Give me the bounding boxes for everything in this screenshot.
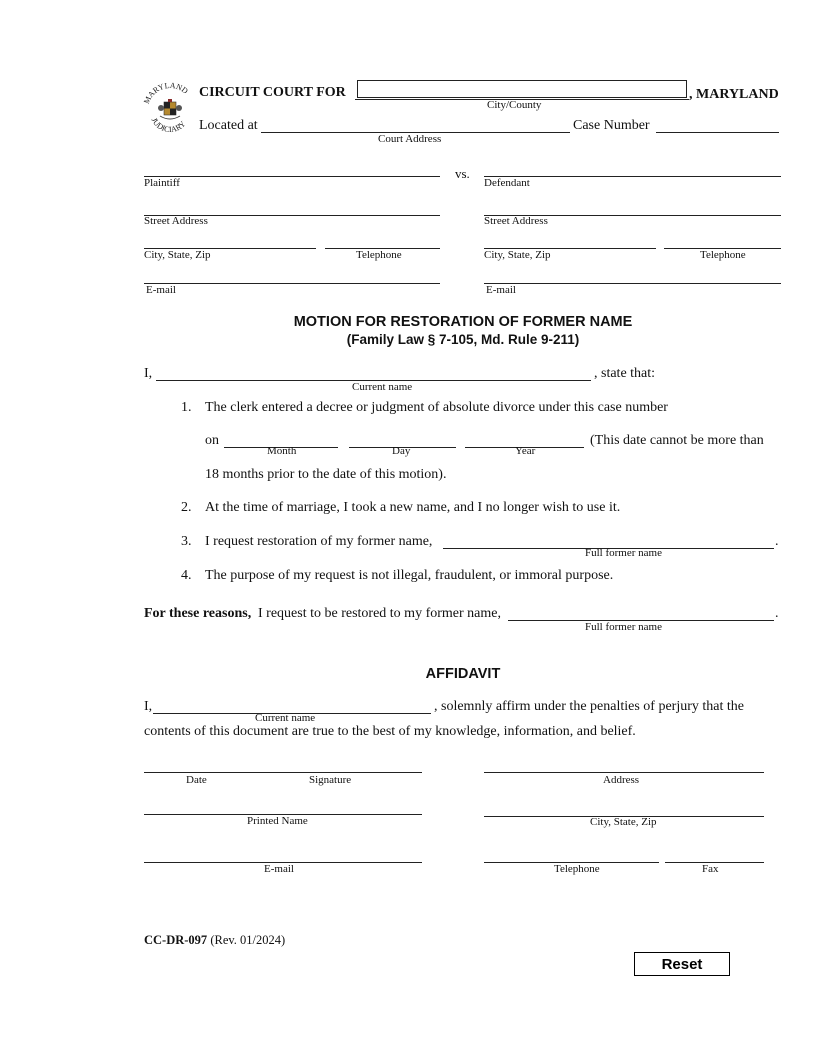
- svg-text:MARYLAND: MARYLAND: [142, 80, 190, 106]
- city-county-caption: City/County: [487, 99, 542, 111]
- date-caption: Date: [186, 774, 207, 786]
- item-4-number: 4.: [181, 568, 192, 583]
- signer-email-input[interactable]: [144, 848, 422, 863]
- plaintiff-telephone-caption: Telephone: [356, 249, 402, 261]
- reasons-period: .: [775, 606, 779, 621]
- defendant-city-input[interactable]: [484, 234, 656, 249]
- signer-email-caption: E-mail: [264, 863, 294, 875]
- defendant-street-caption: Street Address: [484, 215, 548, 227]
- state-that-label: , state that:: [594, 366, 656, 381]
- plaintiff-telephone-input[interactable]: [325, 234, 440, 249]
- date-input[interactable]: [144, 758, 234, 773]
- form-revision: (Rev. 01/2024): [210, 933, 286, 947]
- year-caption: Year: [515, 445, 536, 457]
- defendant-telephone-input[interactable]: [664, 234, 781, 249]
- plaintiff-city-input[interactable]: [144, 234, 316, 249]
- defendant-input[interactable]: [484, 162, 781, 177]
- item-1-number: 1.: [181, 400, 192, 415]
- versus-label: vs.: [455, 166, 470, 181]
- i-prefix: I,: [144, 366, 153, 381]
- signer-city-caption: City, State, Zip: [590, 816, 657, 828]
- defendant-email-input[interactable]: [484, 269, 781, 284]
- printed-name-input[interactable]: [144, 800, 422, 815]
- affidavit-title: AFFIDAVIT: [425, 666, 501, 682]
- signer-telephone-caption: Telephone: [554, 863, 600, 875]
- item-3-period: .: [775, 534, 779, 549]
- affidavit-name-caption: Current name: [255, 712, 316, 724]
- maryland-label: , MARYLAND: [689, 87, 779, 102]
- reasons-bold: For these reasons,: [144, 606, 252, 621]
- motion-title: MOTION FOR RESTORATION OF FORMER NAME: [293, 314, 633, 330]
- month-caption: Month: [267, 445, 297, 457]
- plaintiff-city-caption: City, State, Zip: [144, 249, 211, 261]
- plaintiff-street-input[interactable]: [144, 201, 440, 216]
- case-number-input[interactable]: [656, 118, 779, 133]
- date-note: (This date cannot be more than: [590, 433, 764, 448]
- maryland-judiciary-seal: [140, 80, 200, 140]
- court-address-input[interactable]: [261, 118, 570, 133]
- plaintiff-street-caption: Street Address: [144, 215, 208, 227]
- defendant-street-input[interactable]: [484, 201, 781, 216]
- case-number-label: Case Number: [573, 118, 650, 133]
- defendant-telephone-caption: Telephone: [700, 249, 746, 261]
- plaintiff-email-input[interactable]: [144, 269, 440, 284]
- address-caption: Address: [603, 774, 640, 786]
- reasons-former-name-caption: Full former name: [585, 621, 662, 633]
- printed-name-caption: Printed Name: [247, 815, 308, 827]
- plaintiff-input[interactable]: [144, 162, 440, 177]
- item-3-number: 3.: [181, 534, 192, 549]
- reasons-text: I request to be restored to my former name,: [258, 606, 501, 621]
- signer-telephone-input[interactable]: [484, 848, 659, 863]
- reasons-former-name-input[interactable]: [508, 606, 774, 621]
- item-2-text: At the time of marriage, I took a new name, and I no longer wish to use it.: [205, 500, 621, 515]
- svg-text:JUDICIARY: JUDICIARY: [149, 116, 188, 135]
- signer-city-input[interactable]: [484, 802, 764, 817]
- signature-caption: Signature: [309, 774, 352, 786]
- former-name-caption: Full former name: [585, 547, 662, 559]
- address-input[interactable]: [484, 758, 764, 773]
- located-at-label: Located at: [199, 118, 258, 133]
- item-1-text: The clerk entered a decree or judgment of absolute divorce under this case number: [205, 400, 668, 415]
- signer-fax-input[interactable]: [665, 848, 764, 863]
- motion-subtitle: (Family Law § 7-105, Md. Rule 9-211): [346, 332, 580, 347]
- defendant-city-caption: City, State, Zip: [484, 249, 551, 261]
- affirm-text: , solemnly affirm under the penalties of perjury that the: [434, 699, 744, 714]
- court-address-caption: Court Address: [378, 133, 442, 145]
- form-code: [144, 933, 285, 948]
- signature-input[interactable]: [234, 758, 422, 773]
- city-county-input[interactable]: [357, 80, 687, 98]
- plaintiff-email-caption: E-mail: [146, 284, 176, 296]
- affidavit-line-2: contents of this document are true to the best of my knowledge, information, and belief.: [144, 724, 636, 739]
- circuit-court-label: CIRCUIT COURT FOR: [199, 85, 346, 100]
- current-name-caption: Current name: [352, 381, 413, 393]
- affidavit-i-prefix: I,: [144, 699, 153, 714]
- defendant-email-caption: E-mail: [486, 284, 516, 296]
- defendant-caption: Defendant: [484, 177, 530, 189]
- item-4-text: The purpose of my request is not illegal, fraudulent, or immoral purpose.: [205, 568, 614, 583]
- day-caption: Day: [392, 445, 411, 457]
- plaintiff-caption: Plaintiff: [144, 177, 180, 189]
- item-3-text: I request restoration of my former name,: [205, 534, 433, 549]
- date-on-label: on: [205, 433, 219, 448]
- reset-button[interactable]: Reset: [634, 952, 730, 976]
- item-2-number: 2.: [181, 500, 192, 515]
- signer-fax-caption: Fax: [702, 863, 719, 875]
- date-note-continued: 18 months prior to the date of this motion).: [205, 467, 447, 482]
- current-name-input[interactable]: [156, 366, 591, 381]
- form-code-id: CC-DR-097: [144, 933, 208, 947]
